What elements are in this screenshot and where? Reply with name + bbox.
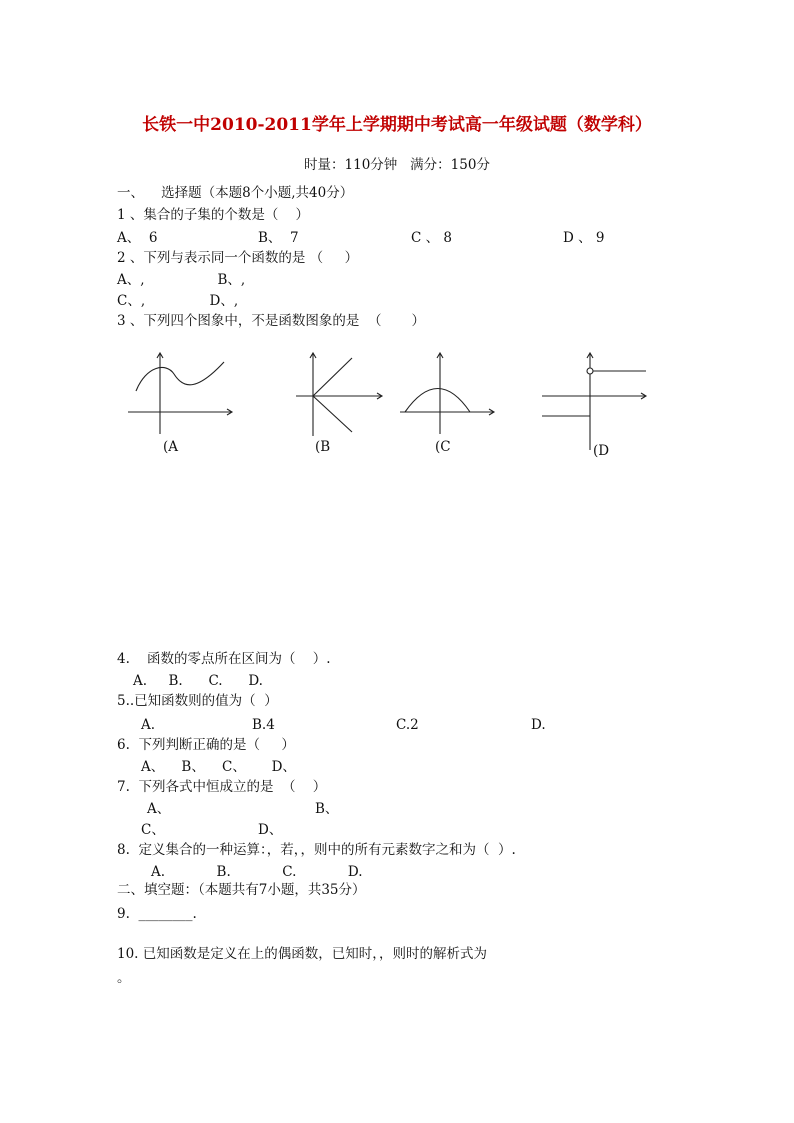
q5-option-b: B.4 — [252, 717, 275, 733]
q7-option-b: B、 — [315, 801, 339, 817]
q7-option-a: A、 — [147, 801, 171, 817]
q7-option-d: D、 — [258, 822, 283, 838]
q9-stem: 9. ________. — [117, 906, 197, 922]
graph-c-parabola — [405, 389, 470, 413]
q10-line1: 10. 已知函数是定义在上的偶函数，已知时，，则时的解析式为 — [117, 946, 488, 962]
graph-d-open-point — [587, 368, 593, 374]
q5-stem: 5..已知函数则的值为（ ） — [117, 693, 278, 709]
q3-label-a: (A — [163, 439, 179, 455]
graph-b-upper-ray — [313, 358, 352, 396]
q3-graph-a — [126, 350, 238, 434]
q3-label-c: (C — [435, 439, 451, 455]
q4-stem: 4. 函数的零点所在区间为（ ）. — [117, 651, 331, 667]
q5-option-a: A. — [141, 717, 156, 733]
q3-graph-b — [294, 350, 386, 436]
q3-stem: 3 、下列四个图象中，不是函数图象的是 （ ） — [117, 313, 426, 329]
q8-stem: 8. 定义集合的一种运算：，若，，则中的所有元素数字之和为（ ）. — [117, 842, 516, 858]
q8-options: A. B. C. D. — [151, 864, 363, 880]
exam-meta: 时量：110分钟 满分：150分 — [304, 157, 490, 173]
q1-stem: 1 、集合的子集的个数是（ ） — [117, 207, 310, 223]
section-heading-choice: 一、 选择题（本题8个小题,共40分） — [117, 185, 354, 201]
q10-line2: 。 — [117, 970, 131, 986]
q3-graph-d — [540, 350, 650, 450]
q2-stem: 2 、下列与表示同一个函数的是 （ ） — [117, 250, 359, 266]
graph-a-curve — [136, 362, 224, 391]
q1-option-d: D 、 9 — [563, 230, 605, 246]
q6-options: A、 B、 C、 D、 — [141, 759, 296, 775]
q7-option-c: C、 — [141, 822, 165, 838]
q3-label-d: (D — [593, 443, 610, 459]
q2-options-cd: C、, D、, — [117, 293, 239, 309]
q1-option-c: C 、 8 — [411, 230, 453, 246]
q1-option-b: B、 7 — [258, 230, 299, 246]
section-heading-fill: 二、填空题：（本题共有7小题，共35分） — [117, 882, 366, 898]
page-title: 长铁一中2010-2011学年上学期期中考试高一年级试题（数学科） — [142, 115, 652, 135]
q3-graph-c — [398, 350, 498, 436]
q7-stem: 7. 下列各式中恒成立的是 （ ） — [117, 779, 327, 795]
q5-option-d: D. — [531, 717, 546, 733]
q3-label-b: (B — [315, 439, 331, 455]
q1-option-a: A、 6 — [117, 230, 158, 246]
q4-options: A. B. C. D. — [133, 673, 263, 689]
q6-stem: 6. 下列判断正确的是（ ） — [117, 737, 295, 753]
graph-b-lower-ray — [313, 396, 352, 432]
q5-option-c: C.2 — [396, 717, 419, 733]
q2-options-ab: A、, B、, — [117, 272, 246, 288]
